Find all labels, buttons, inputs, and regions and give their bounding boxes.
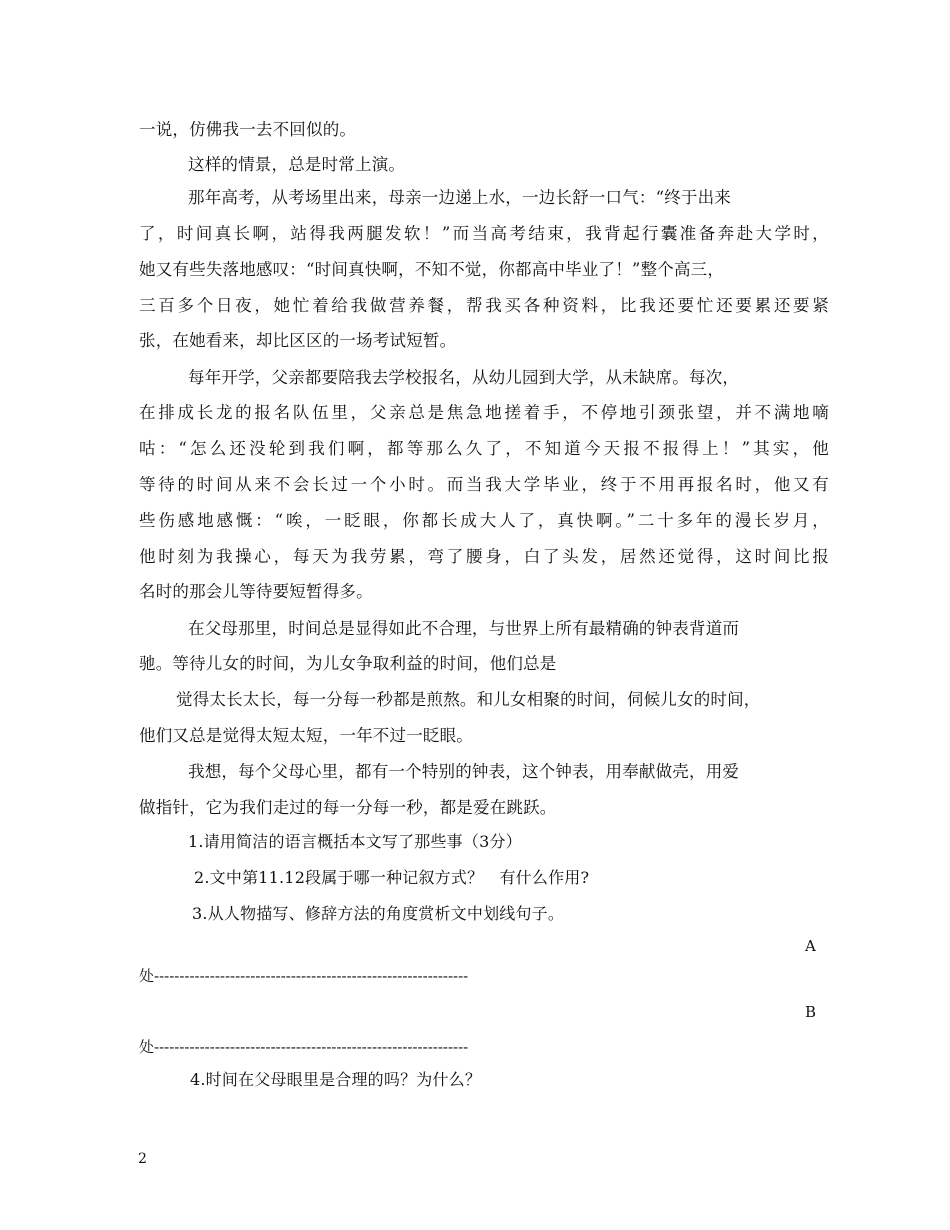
paragraph-line: 做指针，它为我们走过的每一分每一秒，都是爱在跳跃。	[139, 798, 557, 817]
paragraph-line: 每年开学，父亲都要陪我去学校报名，从幼儿园到大学，从未缺席。每次，	[188, 368, 740, 387]
paragraph-line: 觉得太长太长，每一分每一秒都是煎熬。和儿女相聚的时间，伺候儿女的时间，	[176, 690, 761, 709]
paragraph-line: 他时刻为我操心，每天为我劳累，弯了腰身，白了头发，居然还觉得，这时间比报	[139, 547, 829, 566]
paragraph-line: 一说，仿佛我一去不回似的。	[139, 120, 357, 139]
paragraph-line: 我想，每个父母心里，都有一个特别的钟表，这个钟表，用奉献做壳，用爱	[188, 762, 740, 781]
answer-label-b: B	[805, 1003, 817, 1021]
answer-label-a: A	[805, 937, 816, 955]
question-2: 2.文中第11.12段属于哪一种记叙方式？ 有什么作用?	[194, 868, 590, 887]
question-3: 3.从人物描写、修辞方法的角度赏析文中划线句子。	[192, 904, 565, 923]
paragraph-line: 三百多个日夜，她忙着给我做营养餐，帮我买各种资料，比我还要忙还要累还要紧	[139, 296, 829, 315]
question-4: 4.时间在父母眼里是合理的吗？为什么？	[190, 1070, 482, 1089]
paragraph-line: 名时的那会儿等待要短暂得多。	[139, 582, 373, 601]
paragraph-line: 这样的情景，总是时常上演。	[188, 155, 406, 174]
paragraph-line: 那年高考，从考场里出来，母亲一边递上水，一边长舒一口气：“终于出来	[188, 188, 732, 207]
paragraph-line: 在父母那里，时间总是显得如此不合理，与世界上所有最精确的钟表背道而	[188, 619, 740, 638]
paragraph-line: 咕：“怎么还没轮到我们啊，都等那么久了，不知道今天报不报得上！”其实，他	[139, 439, 829, 458]
paragraph-line: 了，时间真长啊，站得我两腿发软！”而当高考结束，我背起行囊准备奔赴大学时，	[139, 224, 829, 243]
paragraph-line: 她又有些失落地感叹：“时间真快啊，不知不觉，你都高中毕业了！”整个高三，	[139, 260, 725, 279]
paragraph-line: 驰。等待儿女的时间，为儿女争取利益的时间，他们总是	[139, 654, 557, 673]
answer-line-b: 处--------------------------------------------------------------	[139, 1038, 469, 1056]
answer-line-a: 处--------------------------------------------------------------	[139, 967, 469, 985]
page-number: 2	[138, 1151, 147, 1167]
paragraph-line: 等待的时间从来不会长过一个小时。而当我大学毕业，终于不用再报名时，他又有	[139, 475, 829, 494]
paragraph-line: 些伤感地感慨：“唉，一眨眼，你都长成大人了，真快啊。”二十多年的漫长岁月，	[139, 511, 829, 530]
question-1: 1.请用简洁的语言概括本文写了那些事（3分）	[188, 832, 522, 851]
paragraph-line: 他们又总是觉得太短太短，一年不过一眨眼。	[139, 726, 473, 745]
paragraph-line: 在排成长龙的报名队伍里，父亲总是焦急地搓着手，不停地引颈张望，并不满地嘀	[139, 403, 829, 422]
paragraph-line: 张，在她看来，却比区区的一场考试短暂。	[139, 331, 457, 350]
